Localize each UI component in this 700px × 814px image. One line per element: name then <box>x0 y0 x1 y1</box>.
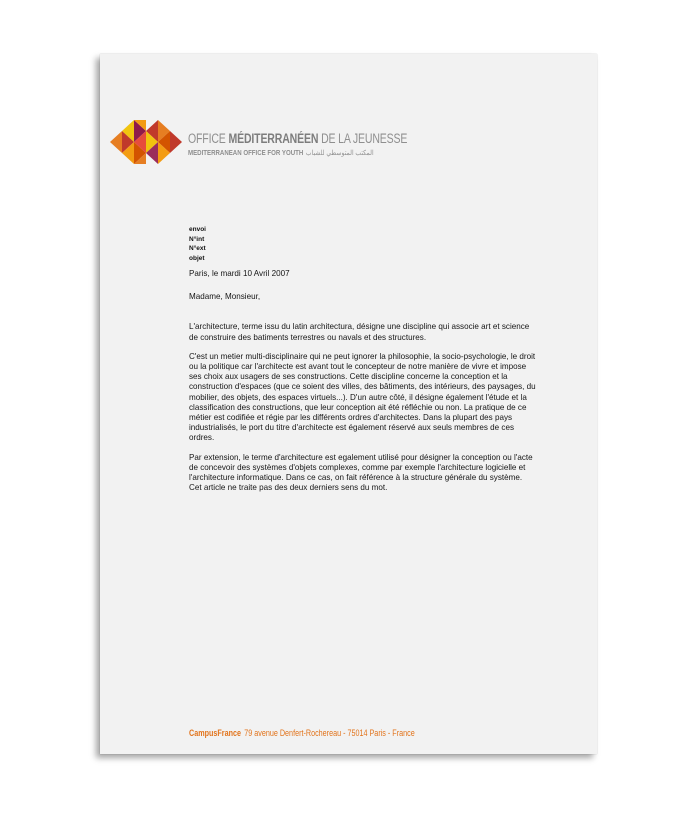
mosaic-logo-icon <box>110 120 182 164</box>
letter-page <box>100 54 597 754</box>
ref-objet: objet <box>189 254 205 262</box>
paragraph-1: L'architecture, terme issu du latin architectura, désigne une discipline qui associe art et science de construire des batiments terrestres ou navals et des structures. <box>189 322 530 342</box>
reference-fields <box>189 225 206 263</box>
ref-envoi: envoi <box>189 226 206 233</box>
footer-brand: CampusFrance <box>189 728 242 738</box>
paragraph-2: C'est un metier multi-disciplinaire qui ne peut ignorer la philosophie, la socio-psychologie, le droit ou la politique car l'architecte est avant tout le concepteur de notre manière de vivre et impose ses choix aux usagers de ses constructions. Cette discipline concerne la conception et la construction d'espaces (que ce soient des villes, des bâtiments, des intérieurs, des paysages, du mobilier, des objets, des espaces virtuels...). D'un autre côté, il désigne également l'étude et la classification des constructions, que leur conception ait été réfléchie ou non. La pratique de ce métier est codifiée et régie par les différents ordres d'architectes. Dans la plupart des pays industrialisés, le port du titre d'architecte est également réservé aux seuls membres de ces ordres. <box>189 351 536 443</box>
footer-address <box>189 728 415 738</box>
org-name-en: MEDITERRANEAN OFFICE FOR YOUTH المكتب المتوسطي للشباب <box>188 148 374 157</box>
letter-date: Paris, le mardi 10 Avril 2007 <box>189 269 290 278</box>
footer-address-text: 79 avenue Denfert-Rochereau - 75014 Paris - France <box>244 728 415 738</box>
org-name-fr: OFFICE MÉDITERRANÉEN DE LA JEUNESSE <box>188 131 408 146</box>
closing-line: Cet article ne traite pas des deux derniers sens du mot. <box>189 483 388 493</box>
ref-n-int: N°int <box>189 235 205 243</box>
paragraph-3: Par extension, le terme d'architecture est egalement utilisé pour désigner la conception ou l'acte de concevoir des systèmes d'objets complexes, comme par exemple l'architecture logicielle et l'architecture informatique. Dans ce cas, on fait référence à la structure générale du système. <box>189 452 533 483</box>
salutation: Madame, Monsieur, <box>189 292 261 302</box>
letter-body <box>189 269 539 493</box>
organization-name <box>188 131 469 157</box>
ref-n-ext: N°ext <box>189 245 206 253</box>
